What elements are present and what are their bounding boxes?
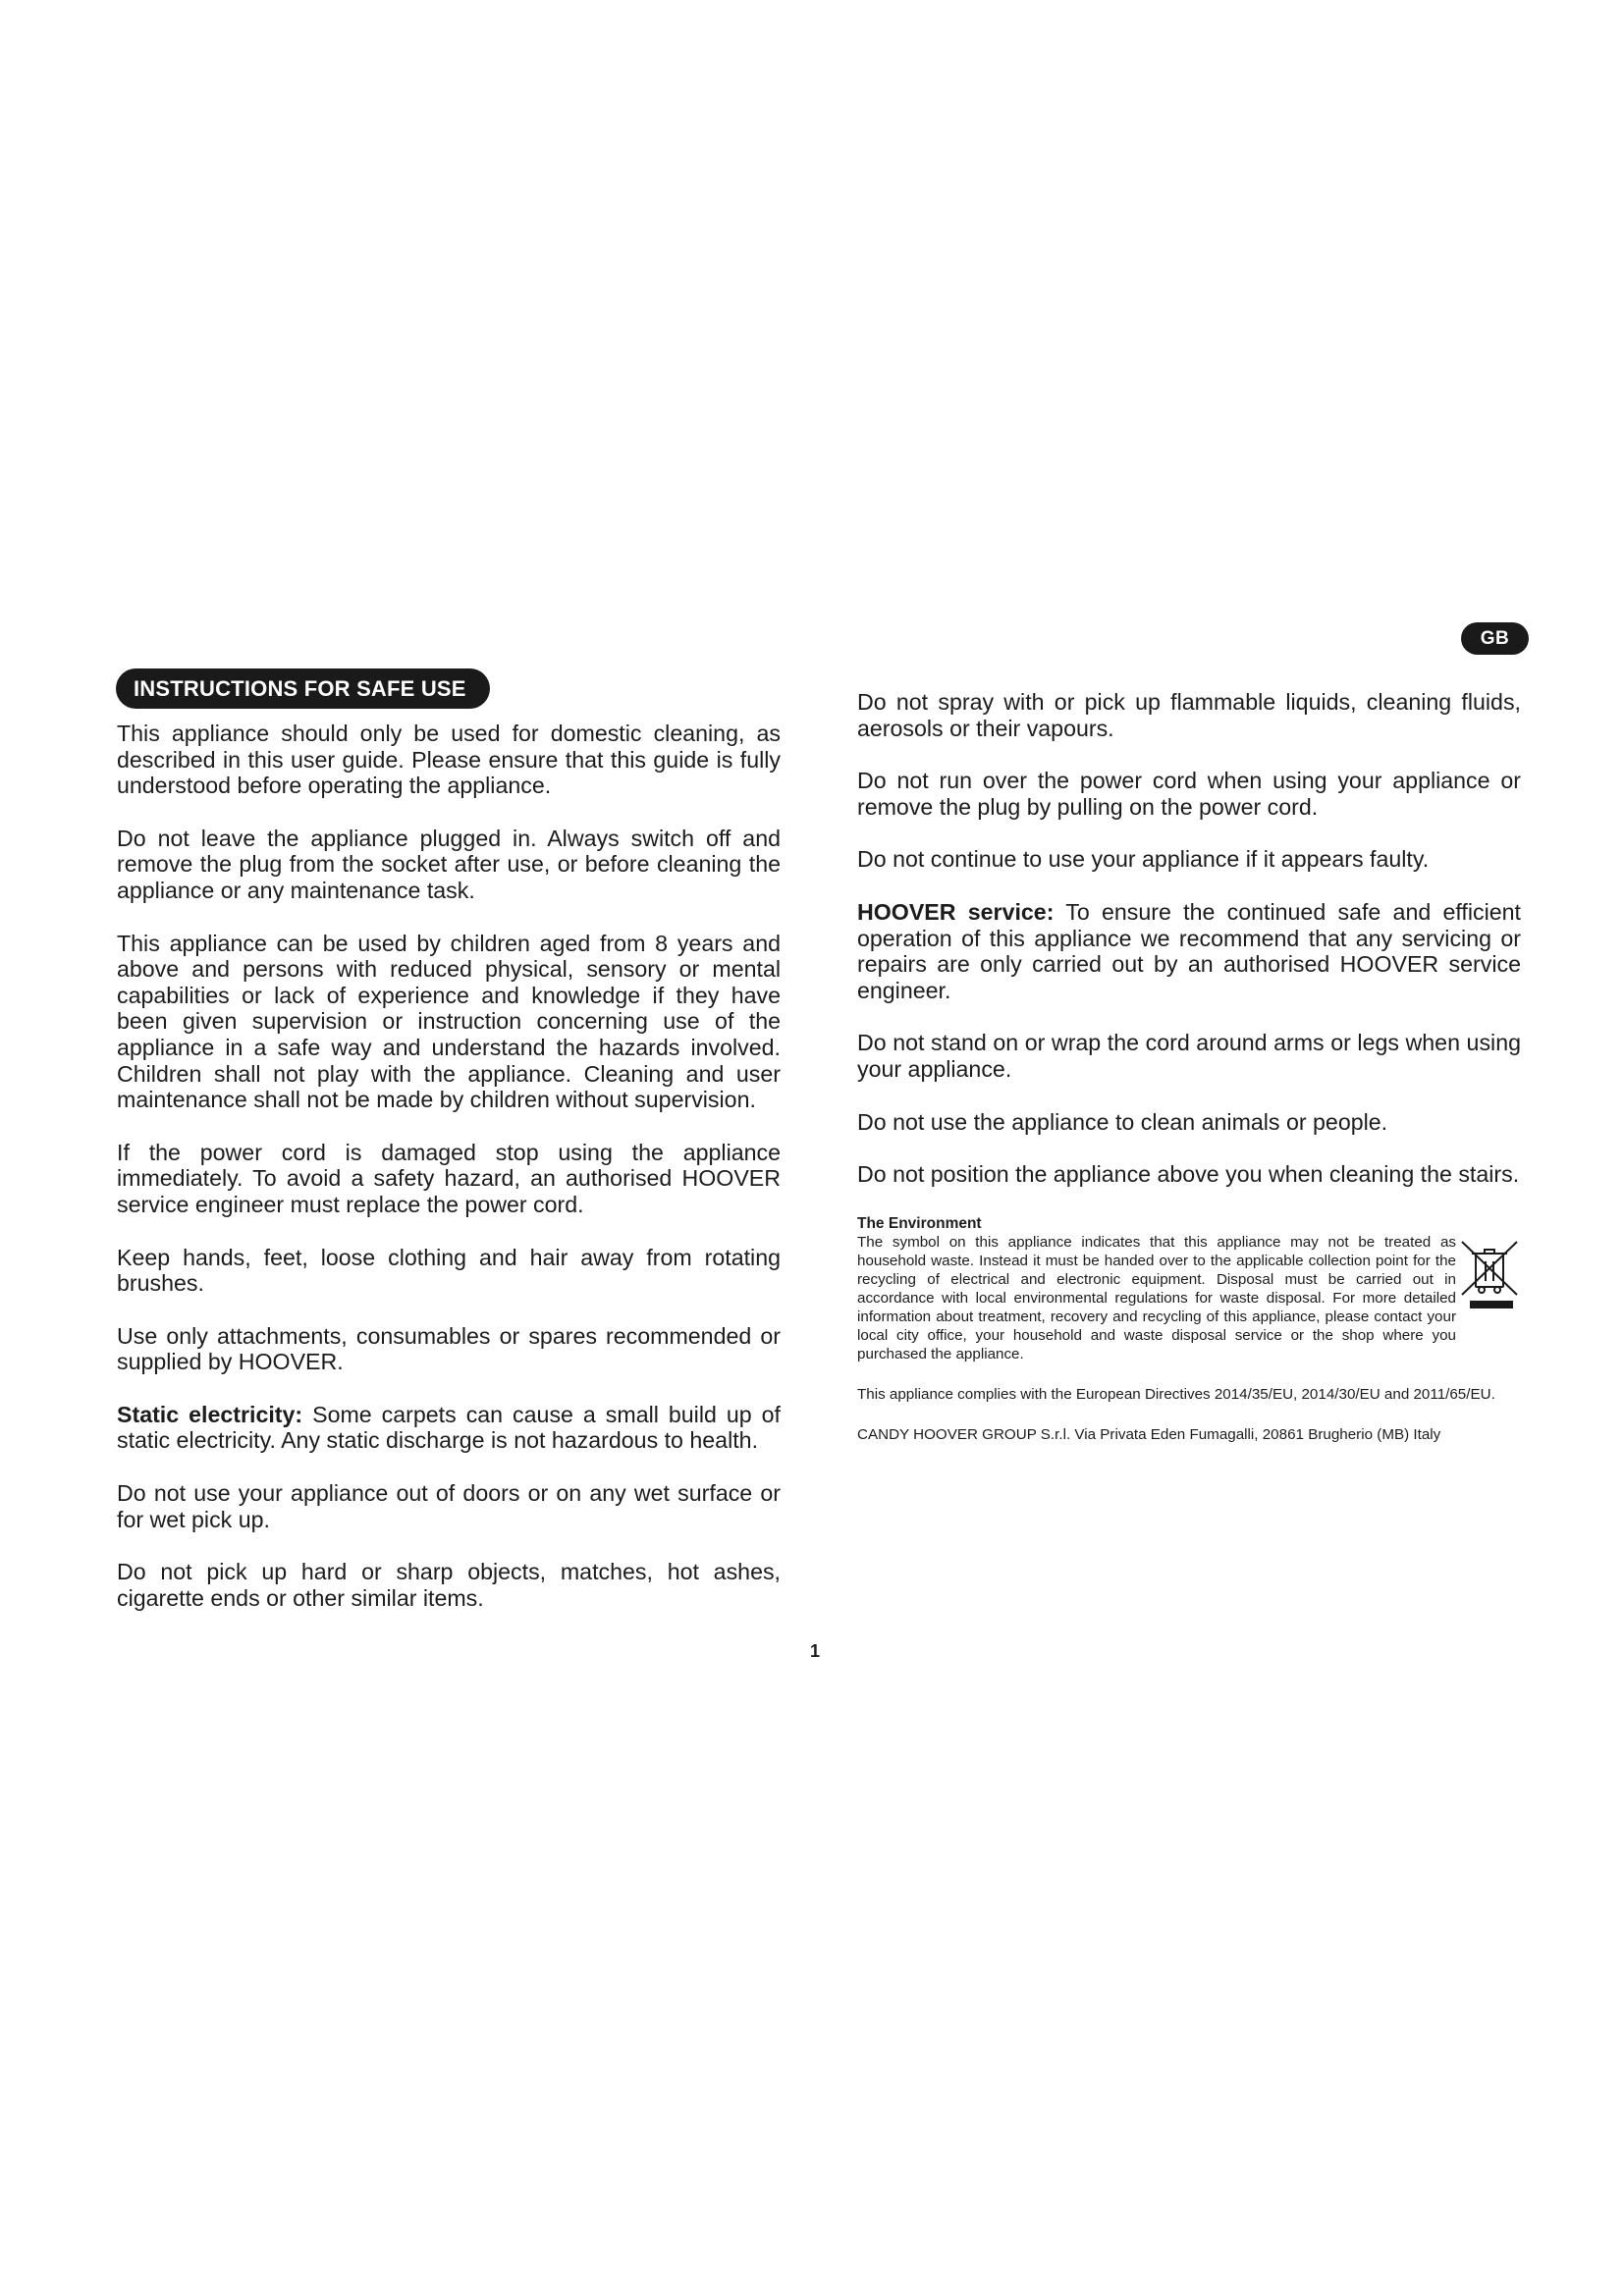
paragraph-attachments: Use only attachments, consumables or spares recommended or supplied by HOOVER. bbox=[117, 1322, 781, 1375]
paragraph-power-cord: If the power cord is damaged stop using the appliance immediately. To avoid a safety hazard, an authorised HOOVER service engineer must replace the power cord. bbox=[117, 1139, 781, 1217]
paragraph-faulty: Do not continue to use your appliance if it appears faulty. bbox=[857, 846, 1430, 873]
paragraph-domestic-use: This appliance should only be used for domestic cleaning, as described in this user guide. Please ensure that this guide is fully understood before operating the appliance. bbox=[117, 721, 781, 799]
paragraph-rotating-brushes: Keep hands, feet, loose clothing and hair away from rotating brushes. bbox=[117, 1244, 781, 1297]
paragraph-children: This appliance can be used by children aged from 8 years and above and persons with reduced physical, sensory or mental capabilities or lack of experience and knowledge if they have been given supervision or instruction concerning use of the appliance in a safe way and understand the hazards involved. Children shall not play with the appliance. Cleaning and user maintenance shall not be made by children without supervision. bbox=[117, 930, 781, 1113]
environment-section bbox=[857, 1214, 1521, 1363]
environment-text: The symbol on this appliance indicates that this appliance may not be treated as household waste. Instead it must be handed over to the applicable collection point for the recycling of electrical and electronic equipment. Disposal must be carried out in accordance with local environmental regulations for waste disposal. For more detailed information about treatment, recovery and recycling of this appliance, please contact your local city office, your household and waste disposal service or the shop where you purchased the appliance. bbox=[857, 1233, 1456, 1362]
hoover-service-label: HOOVER service: bbox=[857, 898, 1055, 925]
static-electricity-text: Some carpets can cause a small build up of static electricity. Any static discharge is not hazardous to health. bbox=[117, 1401, 781, 1454]
company-address: CANDY HOOVER GROUP S.r.l. Via Privata Eden Fumagalli, 20861 Brugherio (MB) Italy bbox=[857, 1425, 1441, 1443]
paragraph-wet-surface: Do not use your appliance out of doors or on any wet surface or for wet pick up. bbox=[117, 1480, 781, 1532]
paragraph-wrap-cord: Do not stand on or wrap the cord around arms or legs when using your appliance. bbox=[857, 1030, 1521, 1082]
hoover-service-text: To ensure the continued safe and efficient operation of this appliance we recommend that any servicing or repairs are only carried out by an authorised HOOVER service engineer. bbox=[857, 898, 1521, 1003]
paragraph-unplug: Do not leave the appliance plugged in. Always switch off and remove the plug from the socket after use, or before cleaning the appliance or any maintenance task. bbox=[117, 825, 781, 903]
section-heading: INSTRUCTIONS FOR SAFE USE bbox=[116, 668, 490, 709]
static-electricity-label: Static electricity: bbox=[117, 1401, 303, 1427]
paragraph-stairs: Do not position the appliance above you when cleaning the stairs. bbox=[857, 1161, 1520, 1188]
paragraph-flammable-liquids: Do not spray with or pick up flammable liquids, cleaning fluids, aerosols or their vapours. bbox=[857, 689, 1521, 741]
directives-compliance: This appliance complies with the European Directives 2014/35/EU, 2014/30/EU and 2011/65/EU. bbox=[857, 1385, 1495, 1403]
paragraph-run-over-cord: Do not run over the power cord when using your appliance or remove the plug by pulling on the power cord. bbox=[857, 768, 1521, 820]
page-number: 1 bbox=[809, 1641, 820, 1661]
paragraph-hoover-service bbox=[857, 899, 1521, 1003]
crossed-out-wheelie-bin-icon bbox=[1458, 1238, 1521, 1312]
left-column bbox=[117, 721, 781, 1637]
environment-title: The Environment bbox=[857, 1214, 982, 1232]
paragraph-animals-people: Do not use the appliance to clean animals or people. bbox=[857, 1108, 1388, 1135]
language-badge: GB bbox=[1461, 622, 1529, 655]
paragraph-static-electricity bbox=[117, 1402, 781, 1454]
right-column bbox=[857, 689, 1521, 1444]
paragraph-sharp-objects: Do not pick up hard or sharp objects, matches, hot ashes, cigarette ends or other similar items. bbox=[117, 1559, 781, 1611]
